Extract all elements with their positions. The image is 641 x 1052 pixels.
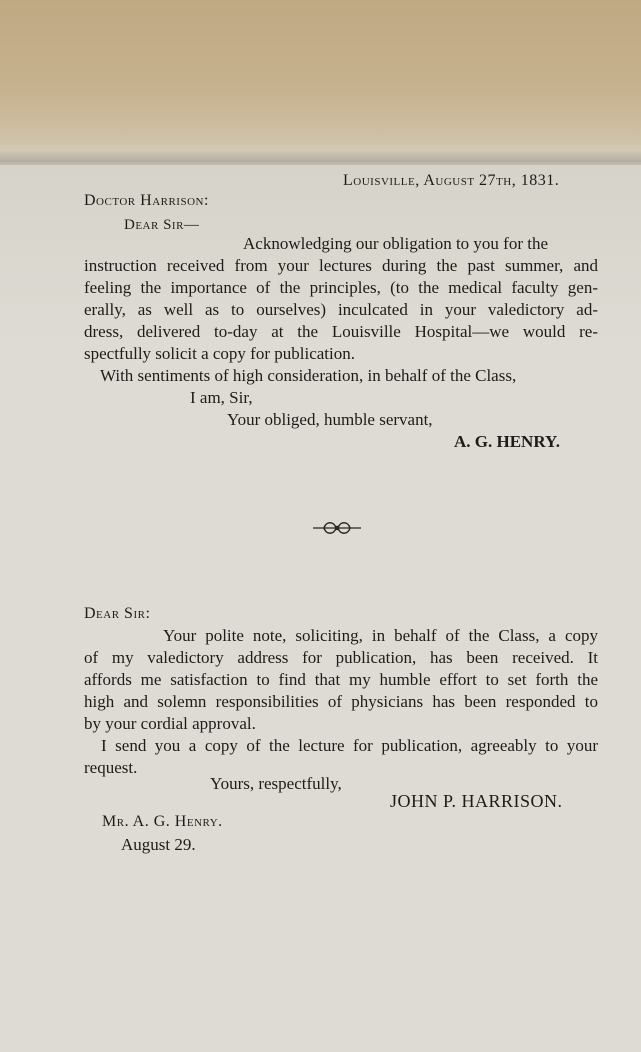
- body-line: dress, delivered to-day at the Louisville Hospital—we would re-: [84, 322, 598, 341]
- body-line: affords me satisfaction to find that my humble effort to set forth the: [84, 670, 598, 689]
- body-line: of my valedictory address for publication, has been received. It: [84, 648, 598, 667]
- page-top-shadow: [0, 0, 641, 165]
- signature: A. G. HENRY.: [454, 432, 560, 451]
- letter-date: August 29.: [121, 835, 196, 854]
- body-line: high and solemn responsibilities of physicians has been responded to: [84, 692, 598, 711]
- ornament-divider: [312, 520, 362, 536]
- recipient: Mr. A. G. Henry.: [102, 813, 223, 830]
- closing-line: Your obliged, humble servant,: [227, 410, 433, 429]
- body-line: instruction received from your lectures during the past summer, and: [84, 256, 598, 275]
- dateline: Louisville, August 27th, 1831.: [343, 172, 560, 189]
- body-line: spectfully solicit a copy for publication.: [84, 344, 355, 363]
- body-line: feeling the importance of the principles, (to the medical faculty gen-: [84, 278, 598, 297]
- body-line: With sentiments of high consideration, in behalf of the Class,: [100, 366, 517, 385]
- body-line: Acknowledging our obligation to you for the: [243, 234, 549, 253]
- body-line: request.: [84, 758, 138, 777]
- salutation: Dear Sir:: [84, 605, 151, 622]
- addressee: Doctor Harrison:: [84, 192, 209, 209]
- closing-line: I am, Sir,: [190, 388, 253, 407]
- body-line: I send you a copy of the lecture for publication, agreeably to your: [101, 736, 598, 755]
- signature: JOHN P. HARRISON.: [390, 791, 563, 811]
- body-line: erally, as well as to ourselves) inculcated in your valedictory ad-: [84, 300, 598, 319]
- body-line: by your cordial approval.: [84, 714, 256, 733]
- salutation: Dear Sir—: [124, 217, 200, 233]
- body-line: Your polite note, soliciting, in behalf of the Class, a copy: [163, 626, 598, 645]
- closing-line: Yours, respectfully,: [210, 774, 342, 793]
